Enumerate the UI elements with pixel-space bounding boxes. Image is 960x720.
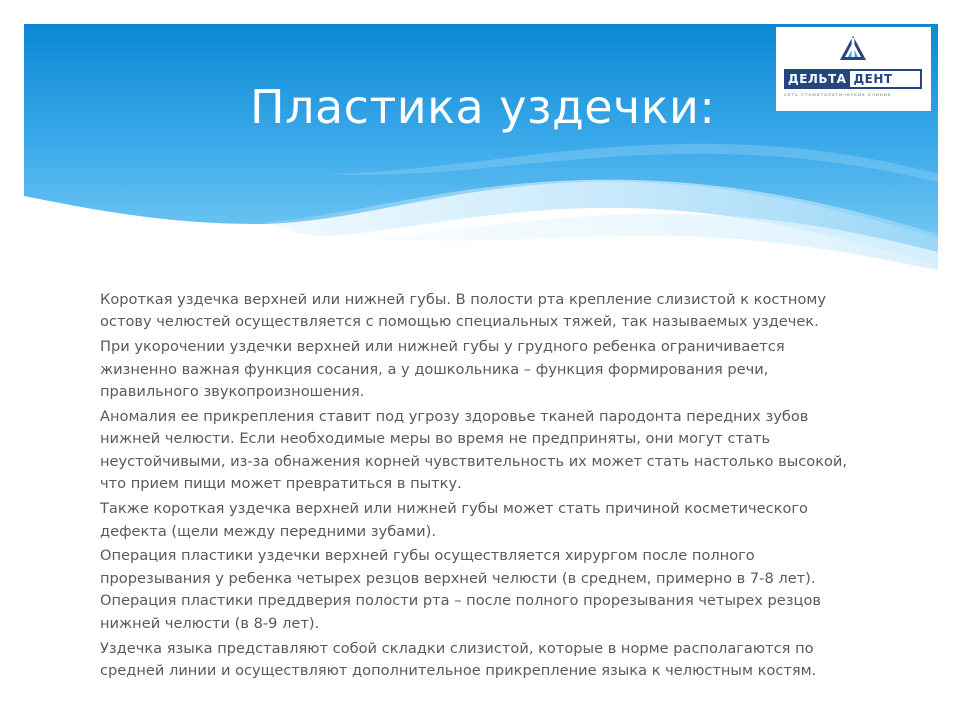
- logo-wordmark: [784, 69, 922, 89]
- paragraph: Операция пластики уздечки верхней губы осуществляется хирургом после полного прорезывания у ребенка четырех резцов верхней челюсти (в среднем, примерно в 7-8 лет). Операция пластики преддверия полости рта – после полного прорезывания четырех резцов нижней челюсти (в 8-9 лет).: [100, 547, 821, 632]
- paragraph: Также короткая уздечка верхней или нижней губы может стать причиной косметического дефекта (щели между передними зубами).: [100, 500, 808, 540]
- delta-dent-logo: [776, 27, 931, 111]
- delta-triangle-icon: [839, 35, 867, 61]
- body-text: [100, 289, 862, 685]
- logo-word-part2: ДЕНТ: [850, 69, 922, 89]
- paragraph: Короткая уздечка верхней или нижней губы. В полости рта крепление слизистой к костному остову челюстей осуществляется с помощью специальных тяжей, так называемых уздечек.: [100, 291, 827, 331]
- paragraph: Уздечка языка представляют собой складки слизистой, которые в норме располагаются по средней линии и осуществляют дополнительное прикрепление языка к челюстным костям.: [100, 639, 817, 679]
- slide-title: Пластика уздечки:: [250, 80, 716, 134]
- paragraph: При укорочении уздечки верхней или нижней губы у грудного ребенка ограничивается жизненно важная функция сосания, а у дошкольника – функция формирования речи, правильного звукопроизношения.: [100, 338, 785, 401]
- logo-tagline: сеть стоматологических клиник: [784, 93, 892, 98]
- paragraph: Аномалия ее прикрепления ставит под угрозу здоровье тканей пародонта передних зубов нижней челюсти. Если необходимые меры во время не предприняты, они могут стать неустойчивыми, из-за обнажения корней чувствительность их может стать настолько высокой, что прием пищи может превратиться в пытку.: [100, 408, 848, 493]
- logo-word-part1: ДЕЛЬТА: [784, 69, 850, 89]
